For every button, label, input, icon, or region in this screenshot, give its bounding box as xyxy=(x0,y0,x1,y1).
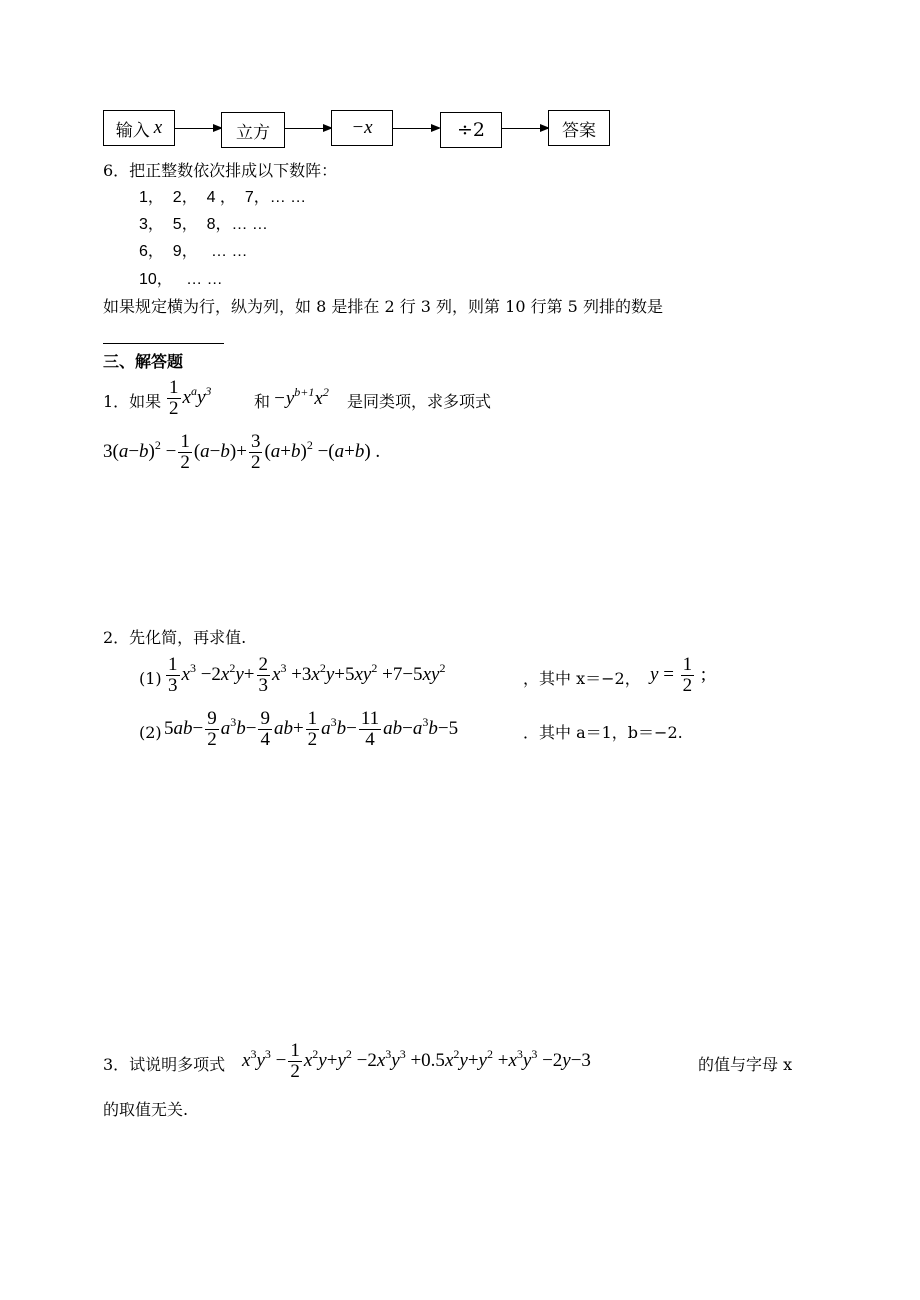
arrow-1 xyxy=(175,128,221,129)
p1-term-2: $-y^{b+1}x^2$ xyxy=(273,385,329,409)
p2-sub1-condition: ，其中 x＝−2， xyxy=(523,669,641,688)
p3-lead: 3．试说明多项式 xyxy=(103,1055,226,1074)
minus-x-label: −x xyxy=(351,117,373,138)
p2-stem: 2．先化简，再求值. xyxy=(103,628,247,647)
divide-2-label: ÷2 xyxy=(456,119,485,141)
input-x-box xyxy=(103,110,175,146)
divide-2-box xyxy=(440,112,502,148)
p2-sub1-expression: $\frac{1}{3}$ $x^3 -2x^2y+$ $\frac{2}{3}$ $x^3 +3x^2y+5xy^2 +7-5xy^2$ xyxy=(168,654,446,696)
p2-sub2-condition: ．其中 a＝1，b＝−2. xyxy=(523,723,683,742)
p1-term-1: $\frac{1}{2}$ $x^ay^3$ xyxy=(169,377,212,419)
p2-sub2-expression: 5ab− $\frac{9}{2}$ $a^3b-$ $\frac{9}{4}$ ab+ $\frac{1}{2}$ $a^3b-$ $\frac{11}{4}$ $ab-a^3b-5$ xyxy=(164,708,459,750)
minus-x-box xyxy=(331,110,393,146)
section-3-title: 三、解答题 xyxy=(103,352,184,371)
p3-line-2: 的取值无关. xyxy=(103,1100,189,1119)
q6-question: 如果规定横为行，纵为列，如 8 是排在 2 行 3 列，则第 10 行第 5 列排的数是 xyxy=(103,297,663,316)
p1-polynomial: $3(a-b)^2$ − $\frac{1}{2}$ (a−b)+ $\frac{3}{2}$ $(a+b)^2 -(a+b)$ . xyxy=(103,431,381,473)
answer-label: 答案 xyxy=(562,120,596,140)
cube-label: 立方 xyxy=(236,122,270,142)
q6-row-4: 10， … … xyxy=(139,271,223,288)
q6-stem: 6．把正整数依次排成以下数阵： xyxy=(103,161,338,180)
p2-sub2-label: (2) xyxy=(139,723,162,742)
arrow-3 xyxy=(393,128,439,129)
arrow-4 xyxy=(502,128,548,129)
p3-tail: 的值与字母 x xyxy=(698,1055,793,1074)
p2-sub1-y-value: y = $\frac{1}{2}$ ; xyxy=(650,654,707,696)
p1-tail: 是同类项，求多项式 xyxy=(347,392,492,411)
p2-sub1-label: (1) xyxy=(139,669,162,688)
arrow-2 xyxy=(285,128,331,129)
input-label: 输入 xyxy=(115,120,150,140)
q6-row-1: 1， 2， 4 ， 7，… … xyxy=(139,189,307,206)
p1-lead: 1．如果 xyxy=(103,392,162,411)
cube-box xyxy=(221,112,285,148)
answer-box xyxy=(548,110,610,146)
p1-and: 和 xyxy=(254,392,271,411)
input-var: x xyxy=(153,117,163,138)
q6-row-3: 6， 9， … … xyxy=(139,243,248,260)
q6-row-2: 3， 5， 8，… … xyxy=(139,216,268,233)
p3-polynomial: $x^3y^3$ − $\frac{1}{2}$ $x^2y+y^2 -2x^3y^3 +0.5x^2y+y^2 +x^3y^3 -2y-3$ xyxy=(242,1040,591,1082)
answer-blank-line xyxy=(103,343,224,344)
